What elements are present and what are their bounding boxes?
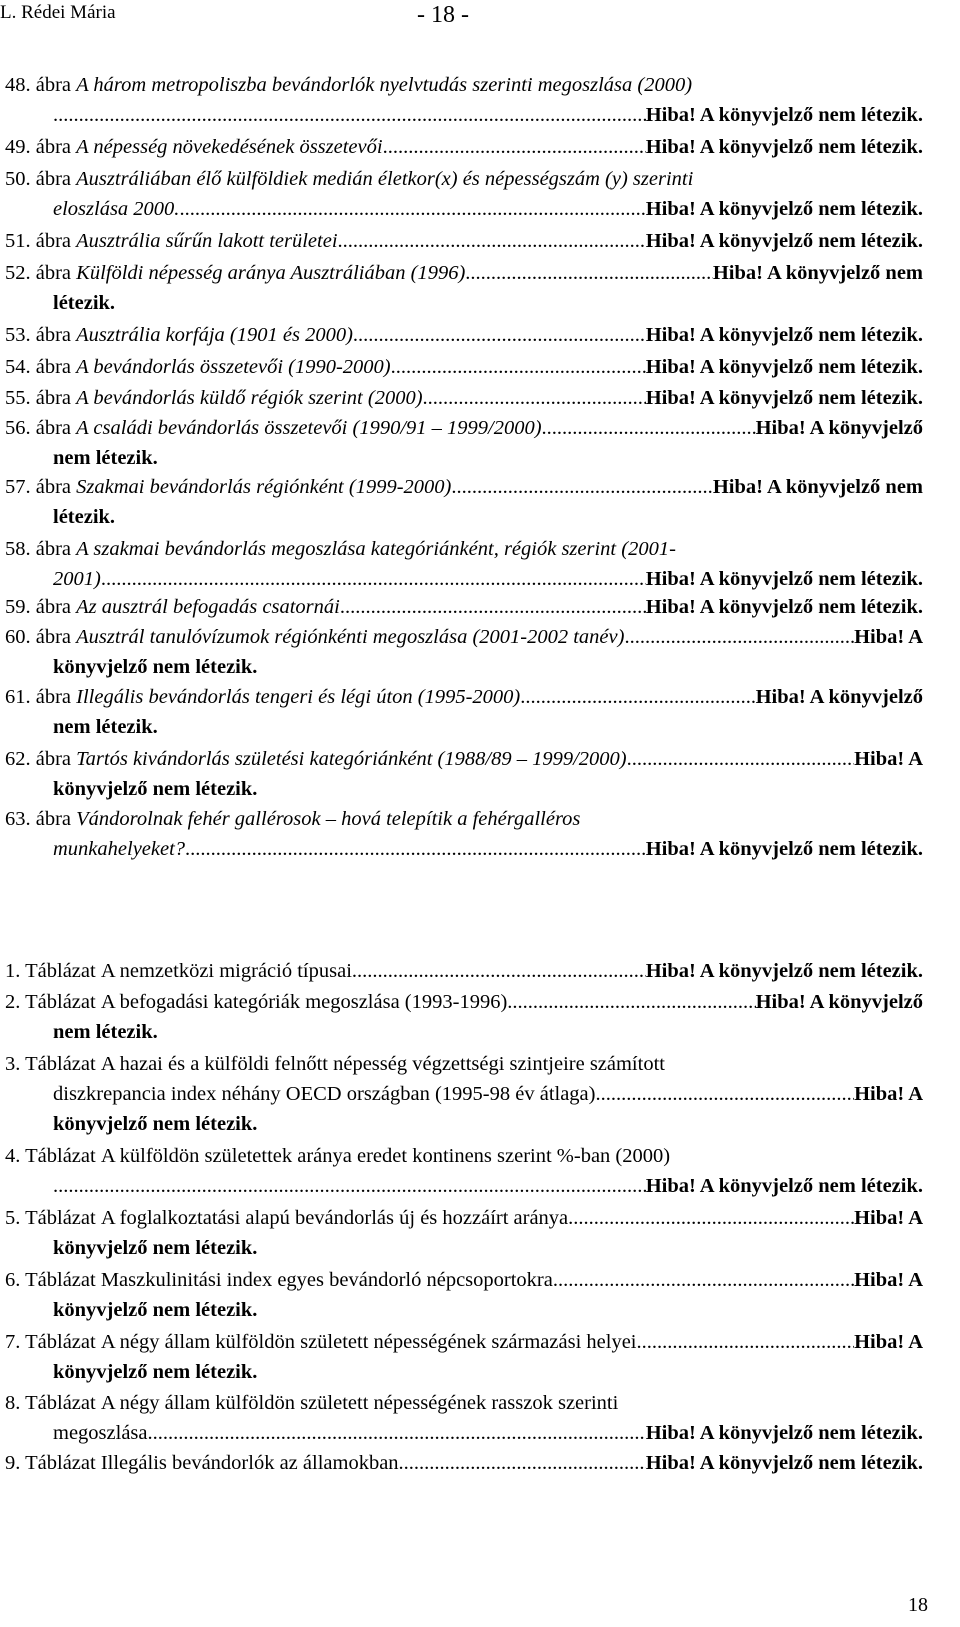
entry-line [5,956,923,986]
entry-line [5,744,923,774]
entry-line [5,987,923,1017]
entry-number: 51. ábra [5,230,72,252]
entry-number: 62. ábra [5,748,72,770]
entry-title: Szakmai bevándorlás régiónként (1999-2000) [76,476,452,498]
bookmark-error: Hiba! A könyvjelző nem létezik. [645,1175,923,1197]
entry-line [53,443,923,473]
bookmark-error: Hiba! A könyvjelző nem létezik. [645,104,923,126]
entry-title: A népesség növekedésének összetevői [76,136,383,158]
entry-number: 7. Táblázat [5,1331,96,1353]
entry-title: Az ausztrál befogadás csatornái [76,596,340,618]
entry-line [5,804,923,834]
table-entry[interactable] [5,1203,923,1263]
table-entry[interactable] [5,1388,923,1448]
entry-title: Illegális bevándorlók az államokban [100,1452,399,1474]
entry-line [53,100,923,130]
entry-line [5,592,923,622]
entry-title: A hazai és a külföldi felnőtt népesség végzettségi szintjeire számított [100,1053,665,1075]
entry-line [5,622,923,652]
dot-leader [338,226,646,256]
entry-number: 2. Táblázat [5,991,96,1013]
entry-number: 8. Táblázat [5,1392,96,1414]
entry-number: 58. ábra [5,538,72,560]
entry-line [53,1295,923,1325]
entry-title: A bevándorlás küldő régiók szerint (2000) [76,387,423,409]
figure-entry[interactable] [5,413,923,473]
entry-line [5,226,923,256]
entry-number: 63. ábra [5,808,72,830]
dot-leader [352,956,646,986]
entry-line [5,413,923,443]
entry-title: A családi bevándorlás összetevői (1990/91 – 1999/2000) [76,417,542,439]
entry-title: A négy állam külföldön született népességének származási helyei. [100,1331,642,1353]
entry-number: 3. Táblázat [5,1053,96,1075]
entry-title: A szakmai bevándorlás megoszlása kategóriánként, régiók szerint (2001- [76,538,676,560]
figure-entry[interactable] [5,682,923,742]
entry-line [5,472,923,502]
bookmark-error: Hiba! A könyvjelző nem létezik. [645,1452,923,1474]
entry-title: Maszkulinitási index egyes bevándorló népcsoportokra [100,1269,553,1291]
entry-line [5,383,923,413]
bookmark-error: Hiba! A könyvjelző [755,686,923,708]
dot-leader [179,194,645,224]
entry-title: Illegális bevándorlás tengeri és légi úton (1995-2000) [76,686,521,708]
entry-number: 6. Táblázat [5,1269,96,1291]
table-entry[interactable] [5,1049,923,1139]
dot-leader [507,987,755,1017]
figure-entry[interactable] [5,804,923,864]
entry-line [5,1448,923,1478]
entry-line [53,652,923,682]
bookmark-error: Hiba! A [854,626,923,648]
bookmark-error-cont: könyvjelző nem létezik. [53,1237,258,1259]
entry-number: 9. Táblázat [5,1452,96,1474]
figure-entry[interactable] [5,320,923,350]
bookmark-error: Hiba! A könyvjelző nem [712,476,923,498]
dot-leader [451,472,713,502]
entry-line [5,320,923,350]
figure-entry[interactable] [5,744,923,804]
header-page-label: - 18 - [417,2,469,28]
figure-entry[interactable] [5,70,923,130]
entry-number: 52. ábra [5,262,72,284]
bookmark-error-cont: nem létezik. [53,1021,158,1043]
entry-line [5,534,923,564]
table-entry[interactable] [5,1448,923,1478]
figure-entry[interactable] [5,383,923,413]
dot-leader [383,132,646,162]
dot-leader [553,1265,854,1295]
entry-line [53,834,923,864]
figure-entry[interactable] [5,534,923,594]
entry-number: 5. Táblázat [5,1207,96,1229]
entry-line [53,1017,923,1047]
figure-entry[interactable] [5,164,923,224]
entry-line [53,712,923,742]
bookmark-error: Hiba! A könyvjelző nem létezik. [645,568,923,590]
bookmark-error: Hiba! A könyvjelző nem létezik. [645,324,923,346]
entry-line [5,1265,923,1295]
bookmark-error: Hiba! A [854,1331,923,1353]
entry-number: 61. ábra [5,686,72,708]
entry-title: A három metropoliszba bevándorlók nyelvtudás szerinti megoszlása (2000) [76,74,693,96]
entry-title-cont: diszkrepancia index néhány OECD országban (1995-98 év átlaga) [53,1083,596,1105]
bookmark-error: Hiba! A [854,748,923,770]
figure-entry[interactable] [5,592,923,622]
entry-title: Ausztrália sűrűn lakott területei [76,230,338,252]
entry-line [5,70,923,100]
dot-leader [101,564,646,594]
bookmark-error-cont: könyvjelző nem létezik. [53,778,258,800]
footer-page-number: 18 [908,1594,928,1616]
bookmark-error-cont: létezik. [53,506,116,528]
bookmark-error: Hiba! A könyvjelző nem létezik. [645,596,923,618]
entry-number: 57. ábra [5,476,72,498]
figure-entry[interactable] [5,352,923,382]
entry-line [53,1109,257,1139]
entry-title: Ausztráliában élő külföldiek medián életkor(x) és népességszám (y) szerinti [76,168,694,190]
bookmark-error: Hiba! A könyvjelző nem létezik. [645,838,923,860]
dot-leader [542,413,756,443]
entry-line [53,1171,923,1201]
entry-title: A külföldön születettek aránya eredet kontinens szerint %-ban (2000) [100,1145,671,1167]
figure-entry[interactable] [5,132,923,162]
entry-number: 1. Táblázat [5,960,96,982]
entry-line [5,1141,923,1171]
table-entry[interactable] [5,1327,923,1387]
entry-number: 55. ábra [5,387,72,409]
entry-number: 59. ábra [5,596,72,618]
dot-leader [423,383,646,413]
entry-line [53,288,923,318]
dot-leader [568,1203,854,1233]
bookmark-error-cont: nem létezik. [53,447,158,469]
entry-line [53,194,923,224]
entry-line [53,564,923,594]
dot-leader [627,744,854,774]
bookmark-error: Hiba! A könyvjelző [755,991,923,1013]
entry-number: 48. ábra [5,74,72,96]
entry-title: A négy állam külföldön született népességének rasszok szerinti [100,1392,619,1414]
entry-number: 4. Táblázat [5,1145,96,1167]
entry-title: Ausztrál tanulóvízumok régiónkénti megoszlása (2001-2002 tanév) [76,626,625,648]
bookmark-error: Hiba! A könyvjelző nem létezik. [645,387,923,409]
bookmark-error-cont: könyvjelző nem létezik. [53,656,258,678]
dot-leader [340,592,646,622]
entry-title-cont: megoszlása [53,1422,148,1444]
table-entry[interactable] [5,1141,923,1201]
entry-title: A bevándorlás összetevői (1990-2000) [76,356,391,378]
dot-leader [185,834,646,864]
entry-line [5,1327,923,1357]
entry-line [53,502,923,532]
bookmark-error-cont: létezik. [53,292,116,314]
entry-line [5,258,923,288]
entry-title: Vándorolnak fehér gallérosok – hová telepítik a fehérgalléros [76,808,581,830]
entry-title-cont: eloszlása 2000. [53,198,180,220]
entry-line [53,1418,923,1448]
bookmark-error: Hiba! A könyvjelző nem létezik. [645,960,923,982]
entry-line [53,1079,923,1109]
entry-line [5,1203,923,1233]
entry-title: Ausztrália korfája (1901 és 2000) [76,324,353,346]
dot-leader [53,100,646,130]
dot-leader [148,1418,646,1448]
bookmark-error: Hiba! A könyvjelző [755,417,923,439]
dot-leader [624,622,854,652]
entry-line [5,682,923,712]
figure-entry[interactable] [5,472,923,532]
bookmark-error: Hiba! A könyvjelző nem létezik. [645,356,923,378]
bookmark-error: Hiba! A könyvjelző nem létezik. [645,1422,923,1444]
dot-leader [53,1171,646,1201]
dot-leader [465,258,713,288]
entry-line [53,774,923,804]
dot-leader [353,320,646,350]
dot-leader [595,1079,854,1109]
bookmark-error-cont: könyvjelző nem létezik. [53,1299,258,1321]
entry-title: A foglalkoztatási alapú bevándorlás új és hozzáírt aránya [100,1207,569,1229]
entry-line [5,352,923,382]
entry-title: A befogadási kategóriák megoszlása (1993-1996) [100,991,508,1013]
entry-title: Tartós kivándorlás születési kategóriánként (1988/89 – 1999/2000) [76,748,627,770]
entry-line [5,1049,923,1079]
entry-line [53,1357,923,1387]
entry-title-cont: munkahelyeket? [53,838,186,860]
bookmark-error: Hiba! A [854,1207,923,1229]
table-entry[interactable] [5,1265,923,1325]
bookmark-error: Hiba! A [854,1083,923,1105]
figure-entry[interactable] [5,622,923,682]
bookmark-error: Hiba! A könyvjelző nem létezik. [645,136,923,158]
entry-number: 56. ábra [5,417,72,439]
dot-leader [520,682,755,712]
entry-line [5,164,923,194]
entry-title: A nemzetközi migráció típusai [100,960,352,982]
bookmark-error: Hiba! A könyvjelző nem létezik. [645,198,923,220]
entry-number: 50. ábra [5,168,72,190]
table-entry[interactable] [5,987,923,1047]
dot-leader [391,352,646,382]
bookmark-error-cont: könyvjelző nem létezik. [53,1113,258,1135]
entry-title-cont: 2001) [53,568,101,590]
entry-title: Külföldi népesség aránya Ausztráliában (1996) [76,262,466,284]
bookmark-error: Hiba! A könyvjelző nem létezik. [645,230,923,252]
bookmark-error-cont: nem létezik. [53,716,158,738]
figure-entry[interactable] [5,226,923,256]
entry-number: 53. ábra [5,324,72,346]
dot-leader [642,1327,854,1357]
table-entry[interactable] [5,956,923,986]
figure-entry[interactable] [5,258,923,318]
entry-number: 54. ábra [5,356,72,378]
entry-line [5,1388,923,1418]
dot-leader [399,1448,646,1478]
bookmark-error-cont: könyvjelző nem létezik. [53,1361,258,1383]
entry-number: 49. ábra [5,136,72,158]
entry-line [53,1233,923,1263]
bookmark-error: Hiba! A [854,1269,923,1291]
header-author: L. Rédei Mária [0,2,116,23]
entry-line [5,132,923,162]
bookmark-error: Hiba! A könyvjelző nem [712,262,923,284]
entry-number: 60. ábra [5,626,72,648]
